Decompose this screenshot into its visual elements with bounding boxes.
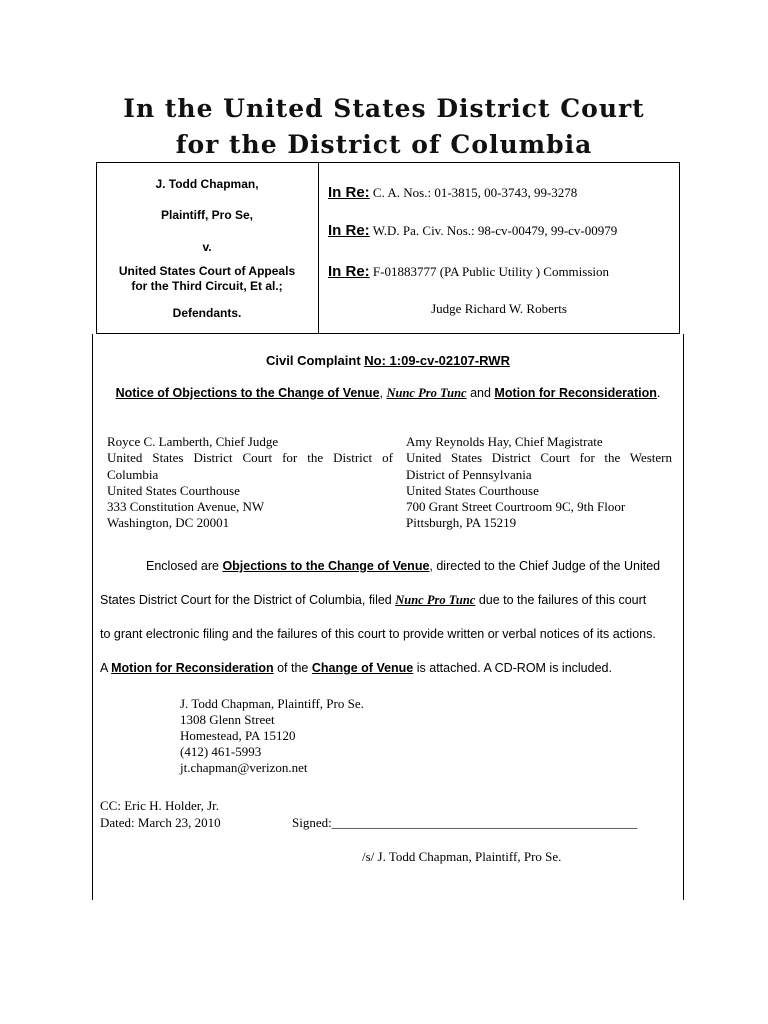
caption-right-border [679,162,680,333]
addressee-right-line: District of Pennsylvania [406,466,532,482]
body-line-3: to grant electronic filing and the failures of this court to provide written or verbal notices of its actions. [100,627,656,641]
inre-line-2 [328,222,617,239]
judge-name: Judge Richard W. Roberts [431,301,567,316]
inre-label: In Re: [328,184,370,201]
inre-text: W.D. Pa. Civ. Nos.: 98-cv-00479, 99-cv-00979 [372,223,618,238]
defendants-label: Defendants. [172,306,242,320]
addressee-right-line: United States Courthouse [406,482,539,498]
caption-top-border [96,162,680,163]
addressee-right [406,434,672,532]
addressee-left-line: Columbia [107,466,159,482]
court-title-line-2: for the District of Columbia [175,130,593,159]
change-of-venue-text: Change of Venue [311,661,414,675]
body-text: , directed to the Chief Judge of the United [429,559,661,573]
signed-blank: _______________________________________________ [331,815,638,830]
email-text: jt.chapman@verizon.net [180,760,308,775]
signature-line: (412) 461-5993 [180,744,262,759]
inre-text: C. A. Nos.: 01-3815, 00-3743, 99-3278 [372,185,578,200]
addressee-left-line: United States Courthouse [107,482,240,498]
body-text: Enclosed are [146,559,223,573]
notice-sep-1: , [379,386,387,400]
inre-line-3 [328,263,609,280]
complaint-number: No: 1:09-cv-02107-RWR [364,353,510,368]
plaintiff-role: Plaintiff, Pro Se, [160,208,253,222]
addressee-right-line: 700 Grant Street Courtroom 9C, 9th Floor [406,499,626,515]
page-right-border [683,334,684,900]
cc-line: CC: Eric H. Holder, Jr. [100,798,219,813]
body-text: of the [273,661,312,675]
defendant-line-1: United States Court of Appeals [118,264,296,278]
notice-part-3: Motion for Reconsideration [494,386,657,400]
addressee-left-line: Washington, DC 20001 [107,515,230,531]
inre-line-1 [328,184,577,201]
plaintiff-name: J. Todd Chapman, [155,177,259,191]
nunc-pro-tunc-text: Nunc Pro Tunc [395,593,476,607]
complaint-prefix: Civil Complaint [266,353,365,368]
objections-link-text: Objections to the Change of Venue [222,559,430,573]
caption-bottom-border [96,333,680,334]
body-text: A [100,661,112,675]
electronic-signature: /s/ J. Todd Chapman, Plaintiff, Pro Se. [362,849,562,864]
notice-part-1: Notice of Objections to the Change of Venue [115,386,380,400]
signature-line: J. Todd Chapman, Plaintiff, Pro Se. [180,696,364,711]
notice-title [96,386,680,401]
versus-label: v. [202,240,212,254]
inre-text: F-01883777 (PA Public Utility ) Commission [372,264,610,279]
inre-label: In Re: [328,263,370,280]
page-left-border [92,334,93,900]
addressee-right-line: Amy Reynolds Hay, Chief Magistrate [406,434,603,449]
court-title-line-1: In the United States District Court [123,94,645,123]
notice-sep-2: and [466,386,495,400]
notice-end: . [656,386,661,400]
addressee-left [107,434,393,532]
inre-label: In Re: [328,222,370,239]
addressee-left-line: 333 Constitution Avenue, NW [107,499,265,515]
signed-label: Signed: [292,815,332,830]
addressee-left-line: United States District Court for the District of [107,450,393,466]
signature-block [180,696,364,776]
signed-line [292,815,637,831]
defendant-line-2: for the Third Circuit, Et al.; [131,279,283,293]
body-text: is attached. A CD-ROM is included. [413,661,612,675]
dated-line: Dated: March 23, 2010 [100,815,221,830]
notice-part-2: Nunc Pro Tunc [386,386,467,400]
addressee-right-line: United States District Court for the Western [406,450,672,466]
body-text: States District Court for the District of Columbia, filed [100,593,396,607]
body-line-2 [100,593,646,608]
signature-line: 1308 Glenn Street [180,712,275,727]
civil-complaint-number [96,353,680,368]
motion-text: Motion for Reconsideration [111,661,274,675]
body-line-1 [146,559,660,573]
addressee-left-line: Royce C. Lamberth, Chief Judge [107,434,279,449]
body-line-4 [100,661,612,675]
addressee-right-line: Pittsburgh, PA 15219 [406,515,517,531]
caption-divider [318,162,319,333]
body-text: due to the failures of this court [475,593,647,607]
signature-line: Homestead, PA 15120 [180,728,296,743]
